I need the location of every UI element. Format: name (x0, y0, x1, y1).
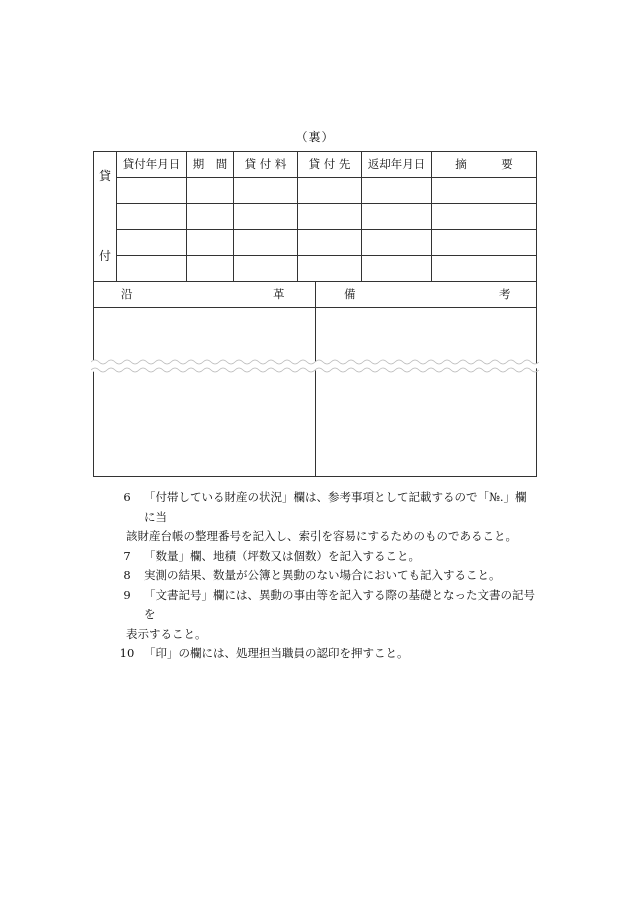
lending-side-label-top: 貸 (99, 169, 112, 183)
form-border-left (93, 151, 94, 477)
page-caption: （裏） (295, 130, 335, 144)
note-text: 該財産台帳の整理番号を記入し、索引を容易にするためのものであること。 (126, 529, 517, 543)
history-header-left-b: 革 (273, 287, 285, 301)
note-item-continued (118, 625, 538, 645)
note-item (118, 488, 538, 527)
header-remarks: 摘 要 (455, 157, 513, 171)
note-item (118, 586, 538, 625)
note-number: 9 (123, 587, 131, 602)
note-number: 8 (123, 568, 131, 582)
note-item-continued (118, 527, 538, 547)
note-text: 「付帯している財産の状況」欄は、参考事項として記載するので「№.」欄に当 (144, 490, 527, 524)
lending-row-divider (116, 229, 537, 230)
note-text: 表示すること。 (126, 626, 207, 641)
note-text: 実測の結果、数量が公簿と異動のない場合においても記入すること。 (144, 568, 501, 582)
notes-list (118, 488, 538, 664)
note-item (118, 566, 538, 586)
header-return-date: 返却年月日 (367, 157, 426, 171)
remarks-header-right-b: 考 (499, 287, 511, 301)
header-lend-date: 貸付年月日 (122, 157, 181, 171)
omission-wave-break (91, 354, 539, 378)
note-number: 6 (123, 490, 131, 504)
note-item (118, 644, 538, 664)
lending-row-divider (116, 177, 537, 178)
remarks-header-right-a: 備 (344, 287, 356, 301)
note-number: 10 (119, 646, 135, 660)
note-text: 「数量」欄、地積（坪数又は個数）を記入すること。 (144, 548, 420, 563)
header-period: 期 間 (192, 157, 228, 171)
note-number: 7 (123, 548, 131, 563)
lending-side-label-bottom: 付 (99, 249, 112, 263)
history-header-left-a: 沿 (121, 287, 133, 301)
header-lessee: 貸 付 先 (308, 157, 351, 171)
form-border-right (536, 151, 537, 477)
note-text: 「印」の欄には、処理担当職員の認印を押すこと。 (144, 646, 409, 660)
lending-row-divider (116, 255, 537, 256)
history-col-divider (315, 281, 316, 477)
header-lending-fee: 貸 付 料 (244, 157, 287, 171)
note-item (118, 547, 538, 567)
form-border-top (93, 151, 537, 152)
ledger-back-form (93, 151, 537, 477)
lending-row-divider (116, 203, 537, 204)
note-text: 「文書記号」欄には、異動の事由等を記入する際の基礎となった文書の記号を (144, 587, 535, 621)
